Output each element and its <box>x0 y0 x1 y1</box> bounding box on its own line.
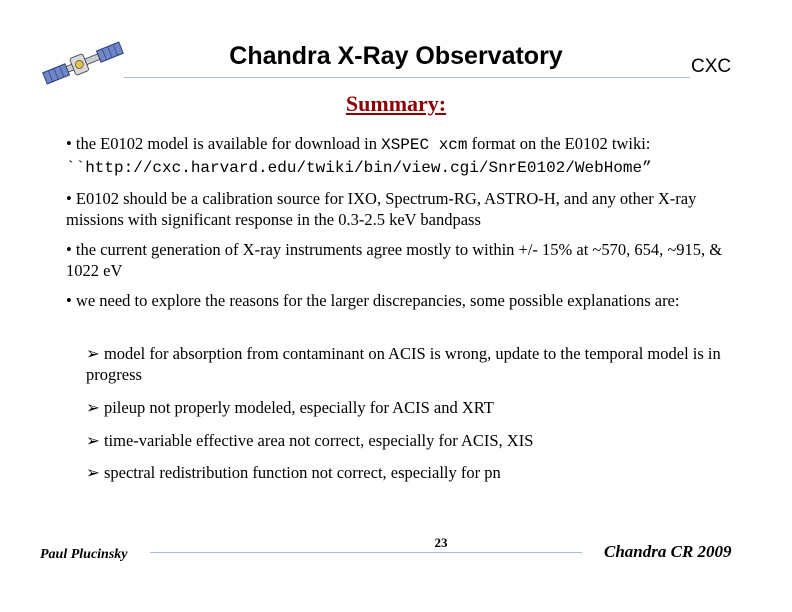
sub-bullet-item: ➢ pileup not properly modeled, especially for ACIS and XRT <box>86 398 494 417</box>
org-label: CXC <box>691 56 732 77</box>
bullet-text: • the E0102 model is available for download in <box>66 134 382 153</box>
sub-bullet-item: ➢ spectral redistribution function not correct, especially for pn <box>86 463 501 482</box>
twiki-url: ``http://cxc.harvard.edu/twiki/bin/view.cgi/SnrE0102/WebHome” <box>66 159 652 177</box>
header-divider <box>124 77 690 78</box>
bullet-item: • the current generation of X-ray instruments agree mostly to within +/- 15% at ~570, 654, ~915, & 1022 eV <box>66 240 723 280</box>
footer-event: Chandra CR 2009 <box>604 542 732 561</box>
bullet-item <box>66 133 746 179</box>
bullet-item: • we need to explore the reasons for the larger discrepancies, some possible explanations are: <box>66 291 680 310</box>
footer-divider <box>150 552 582 553</box>
summary-heading: Summary: <box>345 91 447 116</box>
bullet-list <box>66 133 746 320</box>
slide-title: Chandra X-Ray Observatory <box>229 42 563 70</box>
bullet-item: • E0102 should be a calibration source for IXO, Spectrum-RG, ASTRO-H, and any other X-ray missions with significant response in the 0.3-2.5 keV bandpass <box>66 189 697 229</box>
bullet-text: format on the E0102 twiki: <box>467 134 651 153</box>
footer-author: Paul Plucinsky <box>40 547 128 562</box>
sub-bullet-item: ➢ time-variable effective area not correct, especially for ACIS, XIS <box>86 431 534 450</box>
page-number: 23 <box>434 535 448 550</box>
sub-bullet-item: ➢ model for absorption from contaminant on ACIS is wrong, update to the temporal model is in progress <box>86 344 721 384</box>
xspec-format-text: XSPEC xcm <box>381 136 468 154</box>
